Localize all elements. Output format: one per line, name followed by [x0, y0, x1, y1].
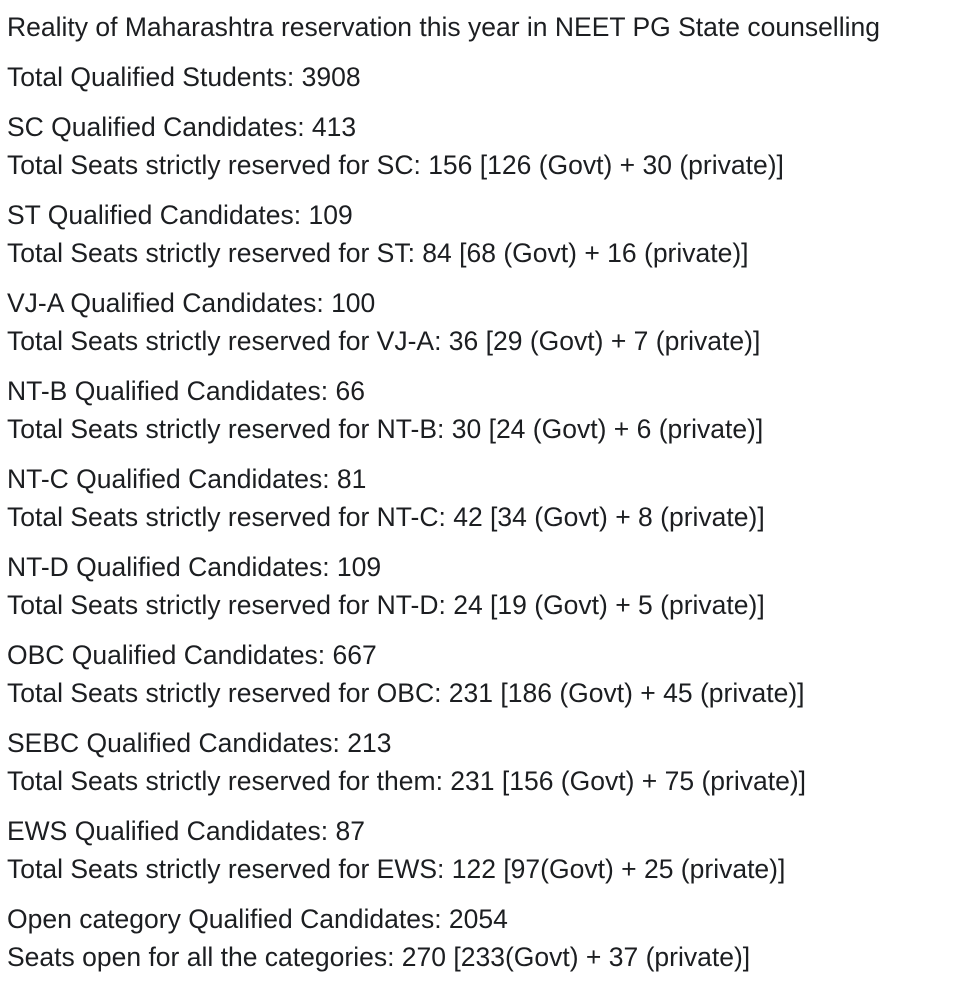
category-block-nt-b [7, 372, 967, 448]
qualified-line: SEBC Qualified Candidates: 213 [7, 728, 392, 758]
seats-line: Total Seats strictly reserved for OBC: 231 [186 (Govt) + 45 (private)] [7, 678, 805, 708]
category-block-nt-d [7, 548, 967, 624]
total-paragraph [7, 58, 967, 96]
qualified-line: SC Qualified Candidates: 413 [7, 112, 357, 142]
seats-line: Total Seats strictly reserved for ST: 84 [68 (Govt) + 16 (private)] [7, 238, 749, 268]
category-block-ews [7, 812, 967, 888]
category-block-st [7, 196, 967, 272]
qualified-line: NT-C Qualified Candidates: 81 [7, 464, 367, 494]
category-block-nt-c [7, 460, 967, 536]
category-block-vj-a [7, 284, 967, 360]
category-block-sebc [7, 724, 967, 800]
title-paragraph [7, 8, 967, 46]
qualified-line: ST Qualified Candidates: 109 [7, 200, 353, 230]
qualified-line: Open category Qualified Candidates: 2054 [7, 904, 508, 934]
seats-line: Total Seats strictly reserved for NT-D: 24 [19 (Govt) + 5 (private)] [7, 590, 765, 620]
total-qualified-text: Total Qualified Students: 3908 [7, 62, 361, 92]
category-block-obc [7, 636, 967, 712]
category-block-open [7, 900, 967, 976]
qualified-line: OBC Qualified Candidates: 667 [7, 640, 377, 670]
seats-line: Total Seats strictly reserved for SC: 156 [126 (Govt) + 30 (private)] [7, 150, 784, 180]
category-block-sc [7, 108, 967, 184]
seats-line: Total Seats strictly reserved for VJ-A: 36 [29 (Govt) + 7 (private)] [7, 326, 761, 356]
seats-line: Total Seats strictly reserved for NT-B: 30 [24 (Govt) + 6 (private)] [7, 414, 764, 444]
seats-line: Seats open for all the categories: 270 [233(Govt) + 37 (private)] [7, 942, 751, 972]
seats-line: Total Seats strictly reserved for NT-C: 42 [34 (Govt) + 8 (private)] [7, 502, 765, 532]
seats-line: Total Seats strictly reserved for EWS: 122 [97(Govt) + 25 (private)] [7, 854, 786, 884]
qualified-line: EWS Qualified Candidates: 87 [7, 816, 365, 846]
qualified-line: VJ-A Qualified Candidates: 100 [7, 288, 376, 318]
qualified-line: NT-B Qualified Candidates: 66 [7, 376, 365, 406]
seats-line: Total Seats strictly reserved for them: 231 [156 (Govt) + 75 (private)] [7, 766, 807, 796]
post-title: Reality of Maharashtra reservation this year in NEET PG State counselling [7, 12, 880, 42]
qualified-line: NT-D Qualified Candidates: 109 [7, 552, 382, 582]
